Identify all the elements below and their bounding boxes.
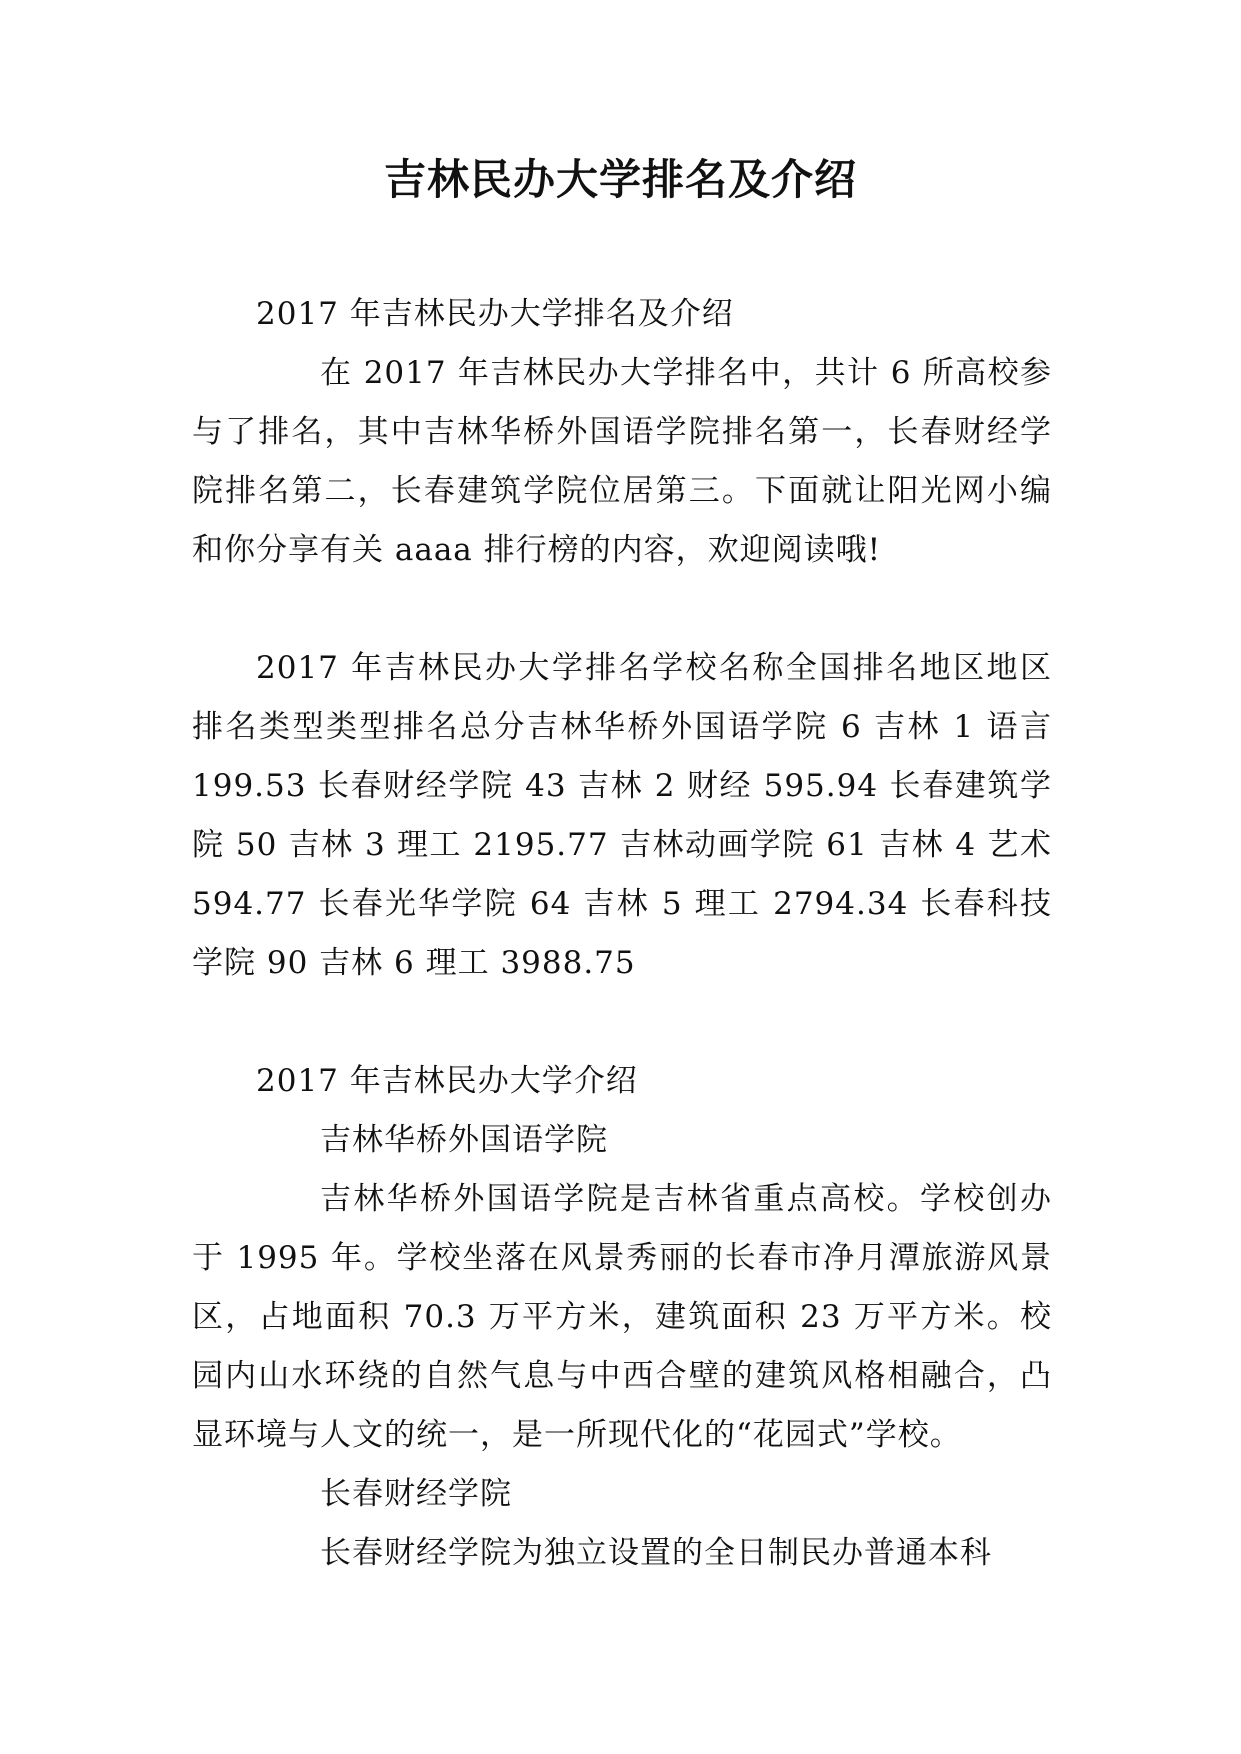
school-paragraph-huaqiao: 吉林华桥外国语学院是吉林省重点高校。学校创办于 1995 年。学校坐落在风景秀丽的长春市净月潭旅游风景区，占地面积 70.3 万平方米，建筑面积 23 万平方米。校园内山水环绕的自然气息与中西合壁的建筑风格相融合，凸显环境与人文的统一，是一所现代化的“花园式”学校。 (192, 1181, 1052, 1453)
school-heading-caijing: 长春财经学院 (320, 1476, 512, 1512)
school-paragraph-caijing: 长春财经学院为独立设置的全日制民办普通本科 (320, 1535, 992, 1571)
school-heading-huaqiao: 吉林华桥外国语学院 (320, 1122, 608, 1158)
section-heading-ranking: 2017 年吉林民办大学排名及介绍 (256, 296, 734, 332)
document-body (192, 285, 1052, 1583)
intro-paragraph: 在 2017 年吉林民办大学排名中，共计 6 所高校参与了排名，其中吉林华桥外国语学院排名第一，长春财经学院排名第二，长春建筑学院位居第三。下面就让阳光网小编和你分享有关 aaaa 排行榜的内容，欢迎阅读哦! (192, 355, 1052, 568)
paragraph-spacer (192, 993, 1052, 1052)
paragraph-spacer (192, 580, 1052, 639)
ranking-paragraph: 2017 年吉林民办大学排名学校名称全国排名地区地区排名类型类型排名总分吉林华桥外国语学院 6 吉林 1 语言 199.53 长春财经学院 43 吉林 2 财经 595.94 长春建筑学院 50 吉林 3 理工 2195.77 吉林动画学院 61 吉林 4 艺术 594.77 长春光华学院 64 吉林 5 理工 2794.34 长春科技学院 90 吉林 6 理工 3988.75 (192, 650, 1052, 981)
section-heading-intro: 2017 年吉林民办大学介绍 (256, 1063, 638, 1099)
document-title: 吉林民办大学排名及介绍 (383, 155, 857, 204)
